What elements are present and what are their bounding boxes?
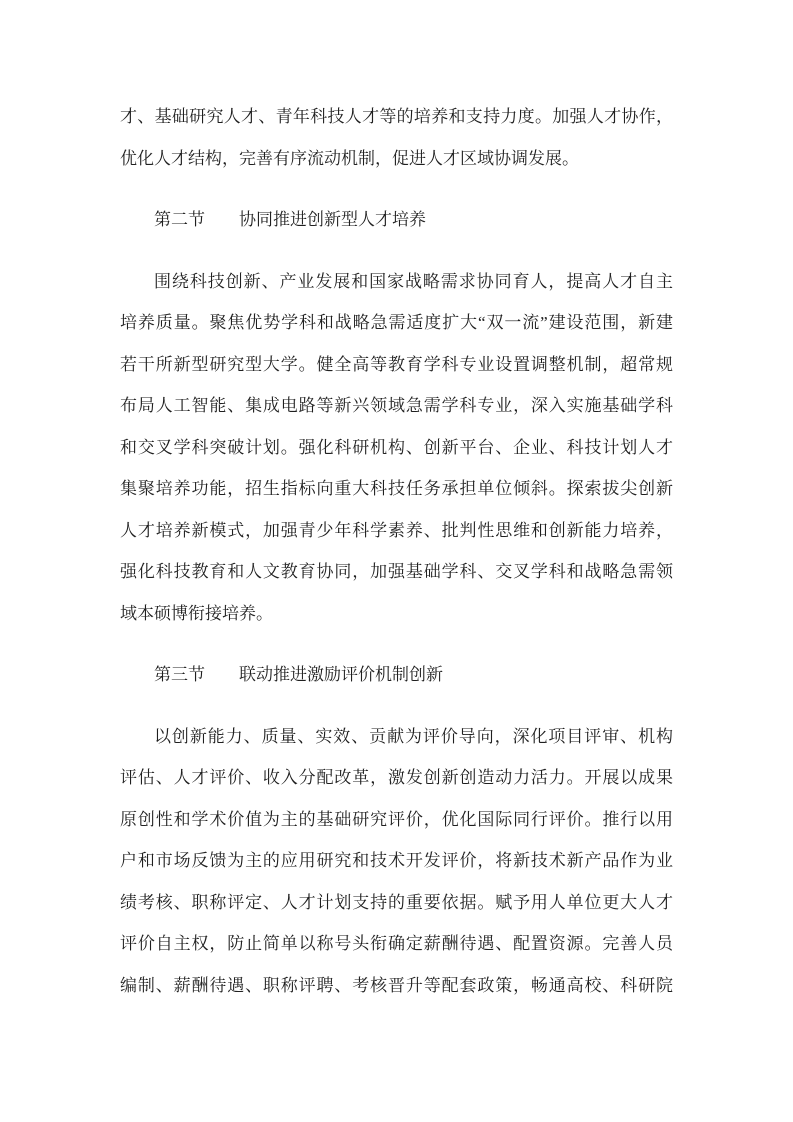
text-line: 培养质量。聚焦优势学科和战略急需适度扩大“双一流”建设范围，新建 [120,313,673,332]
text-line: 和交叉学科突破计划。强化科研机构、创新平台、企业、科技计划人才 [120,437,673,457]
document-body [120,96,673,1006]
text-line: 人才培养新模式，加强青少年科学素养、批判性思维和创新能力培养， [120,520,673,540]
section-heading [120,654,673,696]
paragraph [120,261,673,635]
text-line: 若干所新型研究型大学。健全高等教育学科专业设置调整机制，超常规 [120,354,673,374]
text-line: 以创新能力、质量、实效、贡献为评价导向，深化项目评审、机构 [154,726,673,746]
text-line: 集聚培养功能，招生指标向重大科技任务承担单位倾斜。探索拔尖创新 [120,479,673,498]
text-line: 才、基础研究人才、青年科技人才等的培养和支持力度。加强人才协作， [120,107,673,126]
text-line: 户和市场反馈为主的应用研究和技术开发评价，将新技术新产品作为业 [120,851,673,870]
text-line: 强化科技教育和人文教育协同，加强基础学科、交叉学科和战略急需领 [120,562,673,581]
paragraph [120,716,673,1007]
heading-text-line: 第二节 协同推进创新型人才培养 [154,210,426,229]
text-line: 评价自主权，防止简单以称号头衔确定薪酬待遇、配置资源。完善人员 [120,934,673,953]
text-line: 围绕科技创新、产业发展和国家战略需求协同育人，提高人才自主 [154,271,673,291]
text-line: 编制、薪酬待遇、职称评聘、考核晋升等配套政策，畅通高校、科研院 [120,975,673,995]
text-line: 评估、人才评价、收入分配改革，激发创新创造动力活力。开展以成果 [120,768,673,787]
text-line: 布局人工智能、集成电路等新兴领域急需学科专业，深入实施基础学科 [120,396,673,415]
text-line: 原创性和学术价值为主的基础研究评价，优化国际同行评价。推行以用 [120,809,673,829]
text-line: 域本硕博衔接培养。 [120,603,273,623]
heading-text-line: 第三节 联动推进激励评价机制创新 [154,665,443,684]
text-line: 优化人才结构，完善有序流动机制，促进人才区域协调发展。 [120,148,579,168]
paragraph [120,96,673,179]
section-heading [120,199,673,241]
text-line: 绩考核、职称评定、人才计划支持的重要依据。赋予用人单位更大人才 [120,892,673,912]
